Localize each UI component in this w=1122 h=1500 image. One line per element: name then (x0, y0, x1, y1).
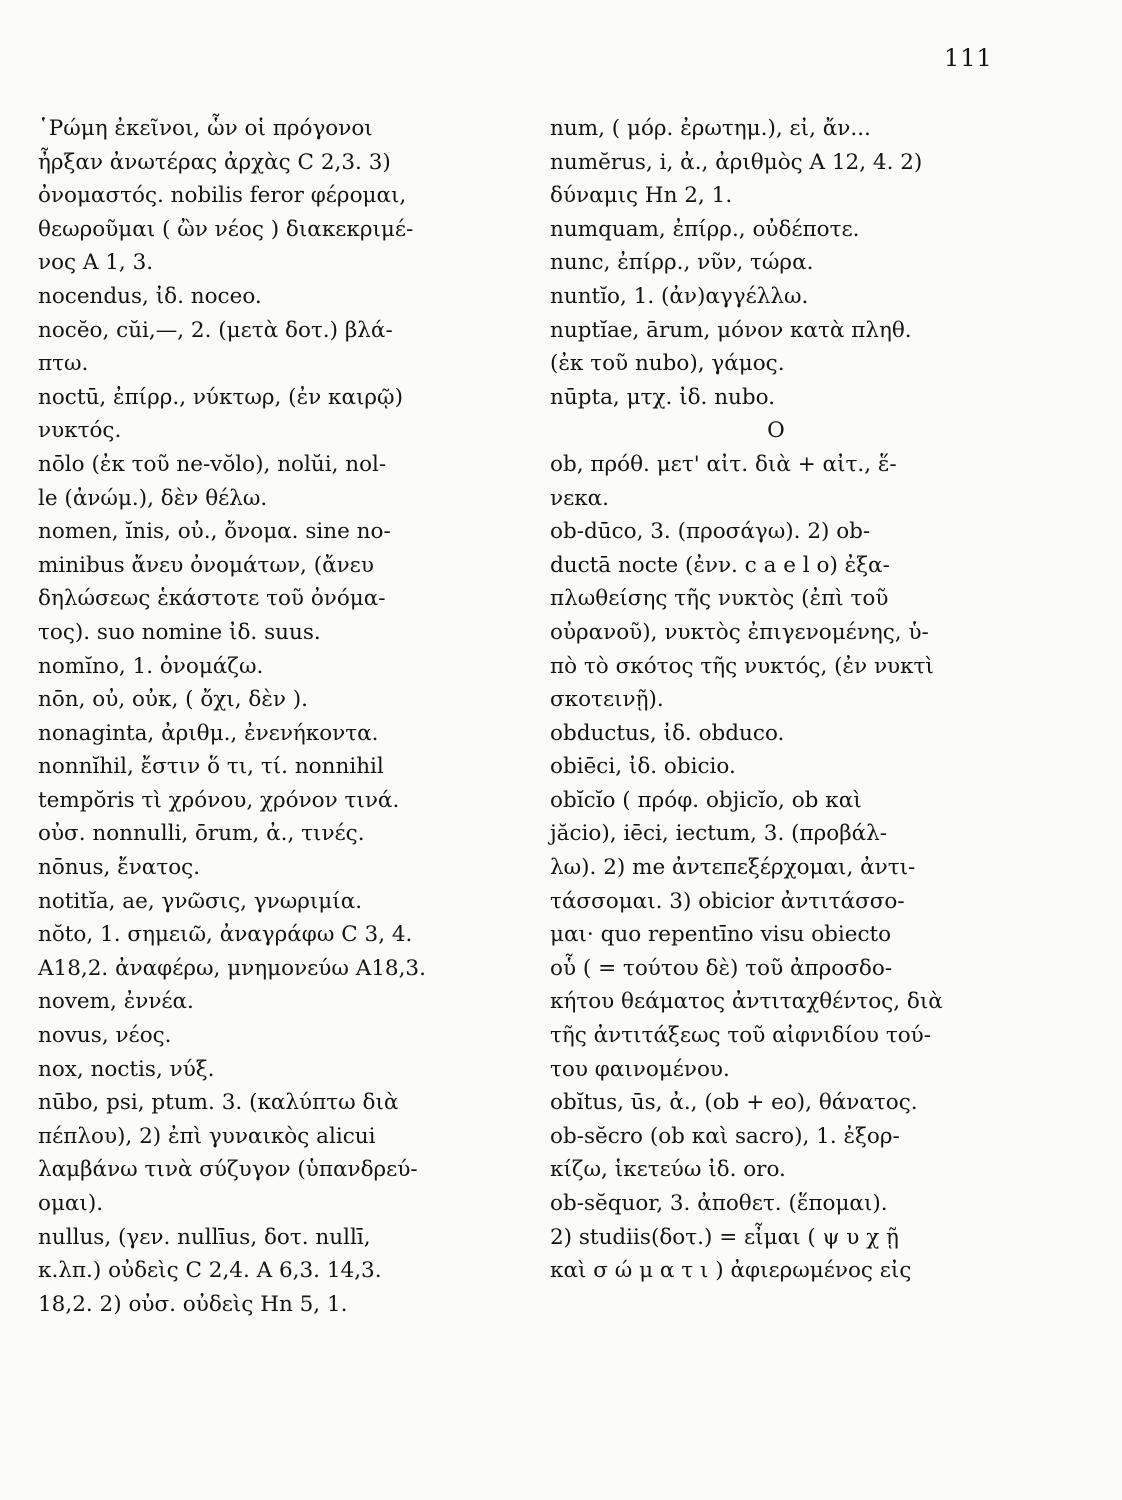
dictionary-line: nunc, ἐπίρρ., νῦν, τώρα. (550, 250, 814, 276)
dictionary-line: numquam, ἐπίρρ., οὐδέποτε. (550, 216, 860, 242)
dictionary-line: minibus ἄνευ ὀνομάτων, (ἄνευ (38, 552, 374, 578)
dictionary-line: tempŏris τὶ χρόνου, χρόνον τινά. (38, 787, 400, 813)
dictionary-line: le (ἀνώμ.), δὲν θέλω. (38, 485, 268, 511)
dictionary-line: nomen, ĭnis, οὐ., ὄνομα. sine no- (38, 519, 391, 545)
dictionary-line: numĕrus, i, ἀ., ἀριθμὸς A 12, 4. 2) (550, 149, 923, 175)
dictionary-line: A18,2. ἀναφέρω, μνημονεύω A18,3. (38, 955, 426, 981)
dictionary-line: δύναμις Hn 2, 1. (550, 183, 733, 209)
dictionary-line: ῾Ρώμη ἐκεῖνοι, ὧν οἱ πρόγονοι (38, 116, 373, 141)
dictionary-line: κίζω, ἱκετεύω ἰδ. oro. (550, 1157, 786, 1183)
dictionary-line: κ.λπ.) οὐδεὶς C 2,4. A 6,3. 14,3. (38, 1258, 382, 1284)
dictionary-line: noctū, ἐπίρρ., νύκτωρ, (ἐν καιρῷ) (38, 384, 403, 410)
dictionary-line: nuntĭo, 1. (ἀν)αγγέλλω. (550, 283, 809, 309)
dictionary-line: νεκα. (550, 485, 609, 511)
dictionary-line: 18,2. 2) οὐσ. οὐδεὶς Hn 5, 1. (38, 1291, 348, 1317)
right-column (550, 112, 990, 1288)
dictionary-line: notitĭa, ae, γνῶσις, γνωριμία. (38, 888, 363, 914)
page-number: 111 (944, 44, 993, 72)
dictionary-line: καὶ σ ώ μ α τ ι ) ἀφιερωμένος εἰς (550, 1258, 912, 1284)
dictionary-line: λαμβάνω τινὰ σύζυγον (ὑπανδρεύ- (38, 1157, 418, 1183)
dictionary-line: nōnus, ἔνατος. (38, 855, 201, 881)
dictionary-line: obĭtus, ūs, ἀ., (ob + eo), θάνατος. (550, 1090, 918, 1116)
dictionary-line: novus, νέος. (38, 1023, 172, 1049)
dictionary-line: obĭcĭo ( πρόφ. objicĭo, ob καὶ (550, 787, 862, 813)
dictionary-line: nonnĭhil, ἔστιν ὅ τι, τί. nonnihil (38, 754, 384, 780)
dictionary-line: obiēci, ἰδ. obicio. (550, 754, 736, 780)
dictionary-line: (ἐκ τοῦ nubo), γάμος. (550, 351, 785, 377)
dictionary-line: novem, ἐννέα. (38, 989, 194, 1015)
dictionary-line: num, ( μόρ. ἐρωτημ.), εἰ, ἄν... (550, 116, 871, 141)
dictionary-line: ob-sĕcro (ob καὶ sacro), 1. ἐξορ- (550, 1123, 900, 1149)
dictionary-line: θεωροῦμαι ( ὢν νέος ) διακεκριμέ- (38, 216, 414, 242)
dictionary-line: ductā nocte (ἐνν. c a e l o) ἐξα- (550, 552, 890, 578)
dictionary-line: τος). suo nomine ἰδ. suus. (38, 619, 321, 645)
dictionary-line: ομαι). (38, 1191, 104, 1216)
dictionary-line: ob-dūco, 3. (προσάγω). 2) ob- (550, 519, 871, 545)
dictionary-line: ὀνομαστός. nobilis feror φέρομαι, (38, 183, 407, 209)
dictionary-line: nŏto, 1. σημειῶ, ἀναγράφω C 3, 4. (38, 922, 413, 948)
dictionary-line: nuptĭae, ārum, μόνον κατὰ πληθ. (550, 317, 912, 343)
dictionary-line: nūpta, μτχ. ἰδ. nubo. (550, 384, 776, 410)
dictionary-line: τῆς ἀντιτάξεως τοῦ αἰφνιδίου τού- (550, 1023, 932, 1049)
dictionary-line: ob, πρόθ. μετ' αἰτ. διὰ + αἰτ., ἕ- (550, 451, 897, 477)
dictionary-line: nox, noctis, νύξ. (38, 1056, 215, 1082)
dictionary-line: οὐσ. nonnulli, ōrum, ἀ., τινές. (38, 821, 365, 847)
dictionary-line: τάσσομαι. 3) obicior ἀντιτάσσο- (550, 888, 905, 914)
dictionary-line: πτω. (38, 351, 89, 377)
dictionary-line: νυκτός. (38, 418, 122, 444)
dictionary-line: πέπλου), 2) ἐπὶ γυναικὸς alicui (38, 1123, 376, 1149)
dictionary-line: nomĭno, 1. ὀνομάζω. (38, 653, 264, 679)
dictionary-line: nōn, οὐ, οὐκ, ( ὄχι, δὲν ). (38, 687, 309, 713)
dictionary-line: nūbo, psi, ptum. 3. (καλύπτω διὰ (38, 1090, 399, 1116)
left-column (38, 112, 518, 1321)
dictionary-line: μαι· quo repentīno visu obiecto (550, 922, 892, 948)
dictionary-line: οὗ ( = τούτου δὲ) τοῦ ἀπροσδο- (550, 955, 893, 981)
dictionary-line: jăcio), iēci, iectum, 3. (προβάλ- (550, 821, 888, 847)
dictionary-line: nōlo (ἐκ τοῦ ne-vŏlo), nolŭi, nol- (38, 451, 387, 477)
dictionary-line: σκοτεινῇ). (550, 687, 664, 713)
dictionary-line: του φαινομένου. (550, 1056, 730, 1082)
dictionary-line: νος A 1, 3. (38, 250, 154, 276)
dictionary-line: δηλώσεως ἑκάστοτε τοῦ ὀνόμα- (38, 586, 386, 612)
dictionary-line: ἦρξαν ἀνωτέρας ἀρχὰς C 2,3. 3) (38, 149, 391, 175)
dictionary-line: ob-sĕquor, 3. ἀποθετ. (ἕπομαι). (550, 1191, 888, 1216)
dictionary-line: πλωθείσης τῆς νυκτὸς (ἐπὶ τοῦ (550, 586, 889, 612)
dictionary-line: λω). 2) me ἀντεπεξέρχομαι, ἀντι- (550, 855, 916, 881)
dictionary-line: nocĕo, cŭi,—, 2. (μετὰ δοτ.) βλά- (38, 317, 393, 343)
dictionary-line: nullus, (γεν. nullīus, δοτ. nullī, (38, 1224, 371, 1250)
dictionary-line: nocendus, ἰδ. noceo. (38, 283, 262, 309)
dictionary-line: obductus, ἰδ. obduco. (550, 720, 785, 746)
section-heading-letter: O (767, 418, 785, 444)
dictionary-line: 2) studiis(δοτ.) = εἶμαι ( ψ υ χ ῇ (550, 1224, 899, 1250)
dictionary-line: κήτου θεάματος ἀντιταχθέντος, διὰ (550, 989, 943, 1015)
dictionary-line: οὐρανοῦ), νυκτὸς ἐπιγενομένης, ὑ- (550, 619, 929, 645)
dictionary-line: πὸ τὸ σκότος τῆς νυκτός, (ἐν νυκτὶ (550, 653, 934, 679)
dictionary-line: nonaginta, ἀριθμ., ἐνενήκοντα. (38, 720, 379, 746)
